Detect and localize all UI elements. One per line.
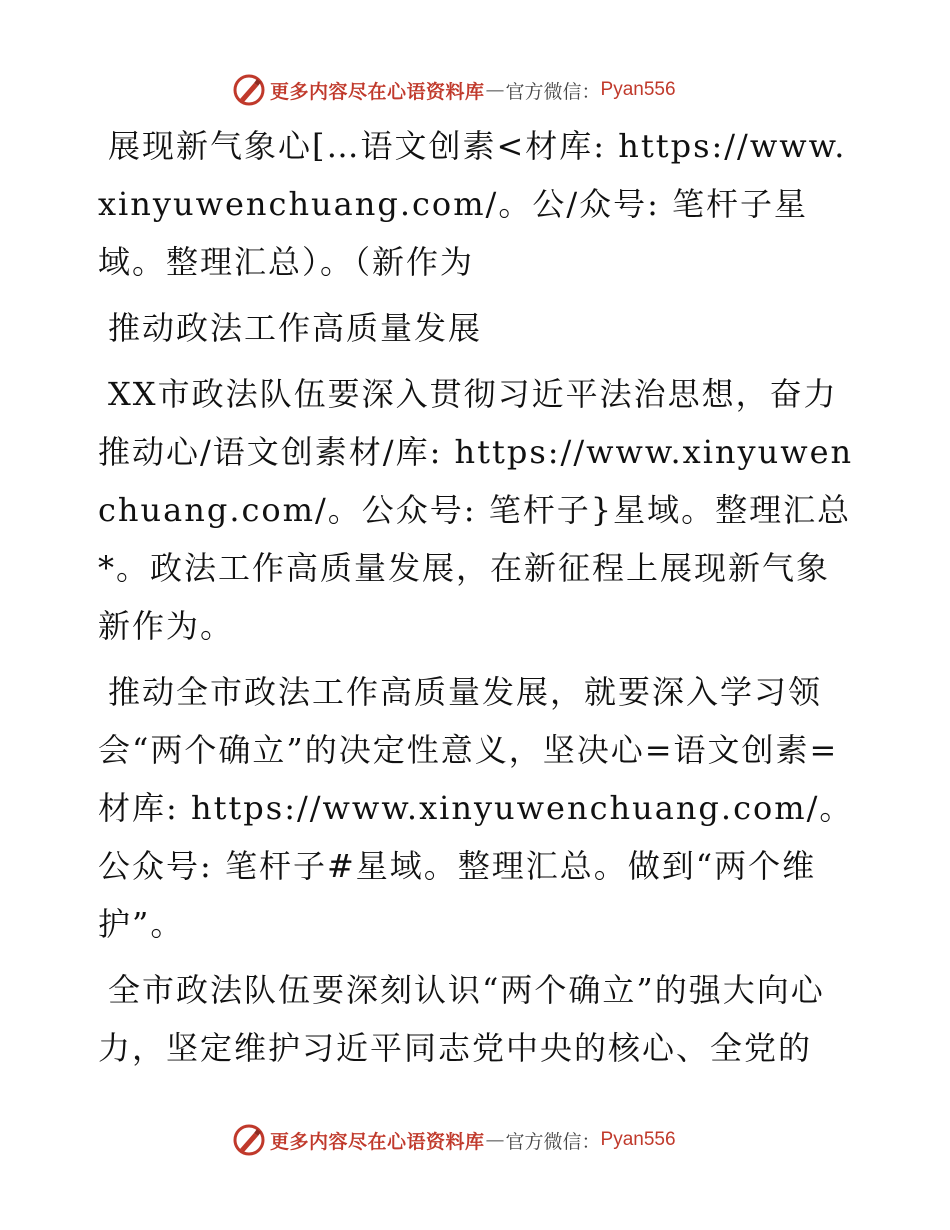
watermark-text: 更多内容尽在心语资料库 — [270, 80, 485, 103]
watermark-wechat-id: Pyan556 — [600, 1129, 676, 1150]
document-body — [98, 117, 858, 1085]
paragraph-3: XX市政法队伍要深入贯彻习近平法治思想，奋力推动心/语文创素材/库: https://www.xinyuwenchuang.com/。公众号: 笔杆子}星域。整理汇总*。政法工作高质量发展，在新征程上展现新气象新作为。 — [98, 375, 854, 645]
footer-watermark — [232, 1120, 676, 1160]
paragraph-2: 推动政法工作高质量发展 — [108, 309, 483, 347]
header-watermark — [232, 70, 676, 110]
pen-logo-icon — [232, 1123, 266, 1157]
watermark-wechat-label: 官方微信： — [505, 80, 601, 103]
watermark-separator: — — [485, 1129, 505, 1151]
watermark-wechat-label: 官方微信： — [505, 1130, 601, 1153]
pen-logo-icon — [232, 73, 266, 107]
paragraph-1: 展现新气象心[…语文创素<材库: https://www.xinyuwenchuang.com/。公/众号: 笔杆子星域。整理汇总）。（新作为 — [98, 127, 847, 281]
watermark-wechat-id: Pyan556 — [600, 79, 676, 100]
paragraph-4: 推动全市政法工作高质量发展，就要深入学习领会“两个确立”的决定性意义，坚决心=语文创素=材库: https://www.xinyuwenchuang.com/。公众号: 笔杆子#星域。整理汇总。做到“两个维护”。 — [98, 673, 854, 943]
watermark-text: 更多内容尽在心语资料库 — [270, 1130, 485, 1153]
watermark-separator: — — [485, 79, 505, 101]
paragraph-5: 全市政法队伍要深刻认识“两个确立”的强大向心力，坚定维护习近平同志党中央的核心、全党的 — [98, 971, 825, 1067]
